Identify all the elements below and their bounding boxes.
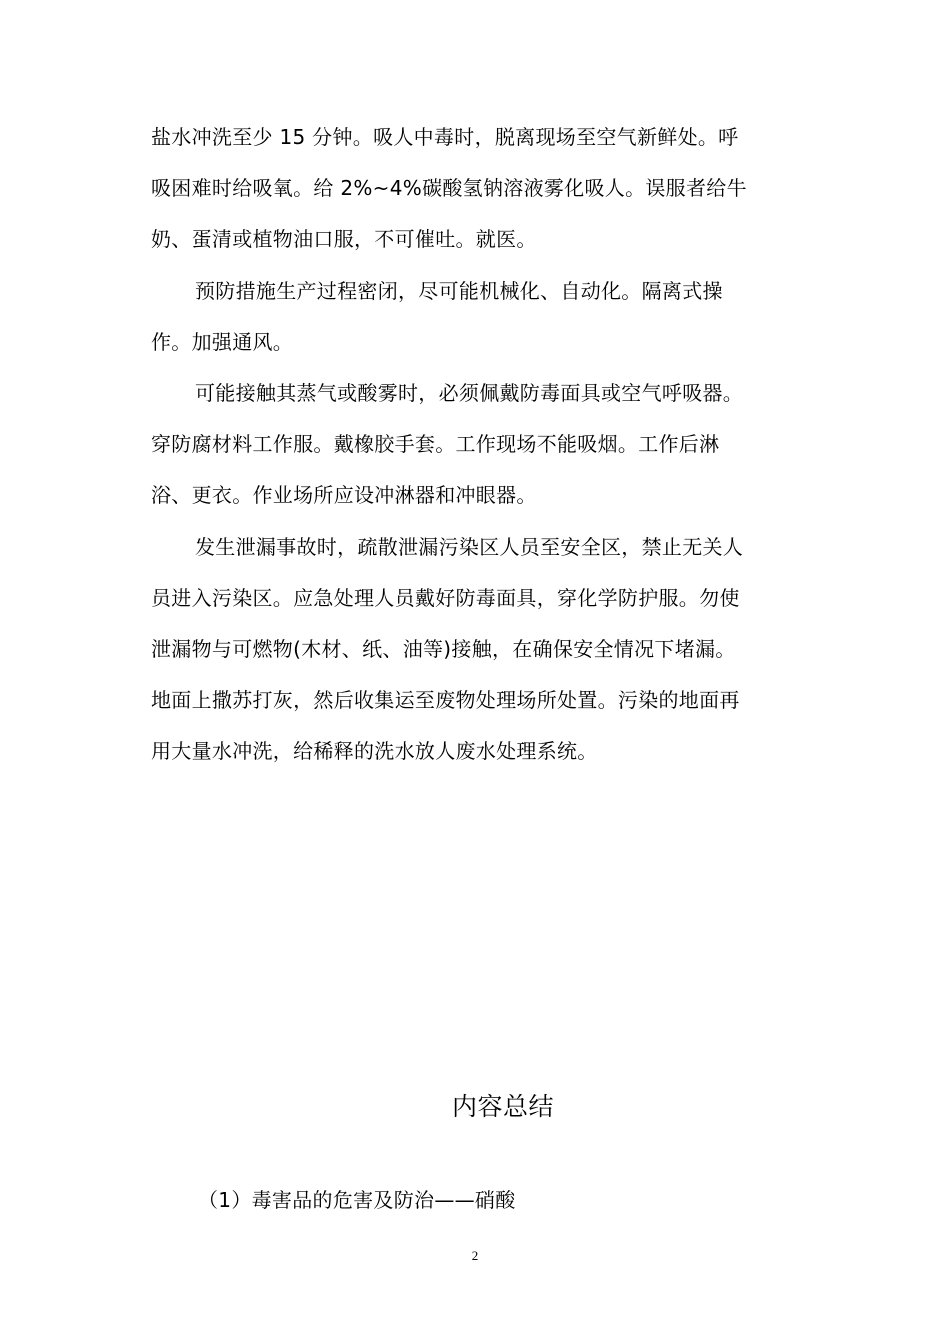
text-line: 发生泄漏事故时，疏散泄漏污染区人员至安全区，禁止无关人 bbox=[195, 534, 744, 559]
paragraph-first-aid bbox=[151, 112, 801, 266]
summary-heading: 内容总结 bbox=[451, 1092, 554, 1121]
paragraph-leak-response bbox=[151, 522, 801, 778]
text-line: 员进入污染区。应急处理人员戴好防毒面具，穿化学防护服。勿使 bbox=[151, 585, 740, 610]
body-text bbox=[151, 112, 801, 778]
text-line: 浴、更衣。作业场所应设冲淋器和冲眼器。 bbox=[151, 483, 537, 508]
page-number: 2 bbox=[471, 1248, 479, 1263]
text-line: 作。加强通风。 bbox=[151, 329, 294, 354]
text-line: 地面上撒苏打灰，然后收集运至废物处理场所处置。污染的地面再 bbox=[151, 688, 740, 713]
text-line: 用大量水冲洗，给稀释的洗水放人废水处理系统。 bbox=[151, 739, 598, 764]
text-line: 穿防腐材料工作服。戴橡胶手套。工作现场不能吸烟。工作后淋 bbox=[151, 432, 720, 457]
paragraph-prevention bbox=[151, 266, 801, 368]
text-line: 泄漏物与可燃物(木材、纸、油等)接触，在确保安全情况下堵漏。 bbox=[151, 637, 736, 662]
text-line: 预防措施生产过程密闭，尽可能机械化、自动化。隔离式操 bbox=[195, 278, 723, 303]
text-line: 奶、蛋清或植物油口服，不可催吐。就医。 bbox=[151, 227, 537, 252]
text-line: 可能接触其蒸气或酸雾时，必须佩戴防毒面具或空气呼吸器。 bbox=[195, 381, 744, 406]
text-line: 吸困难时给吸氧。给 2%~4%碳酸氢钠溶液雾化吸人。误服者给牛 bbox=[151, 176, 747, 201]
summary-list-item: （1）毒害品的危害及防治——硝酸 bbox=[198, 1188, 516, 1212]
paragraph-protection bbox=[151, 368, 801, 522]
text-line: 盐水冲洗至少 15 分钟。吸人中毒时，脱离现场至空气新鲜处。呼 bbox=[151, 125, 739, 149]
